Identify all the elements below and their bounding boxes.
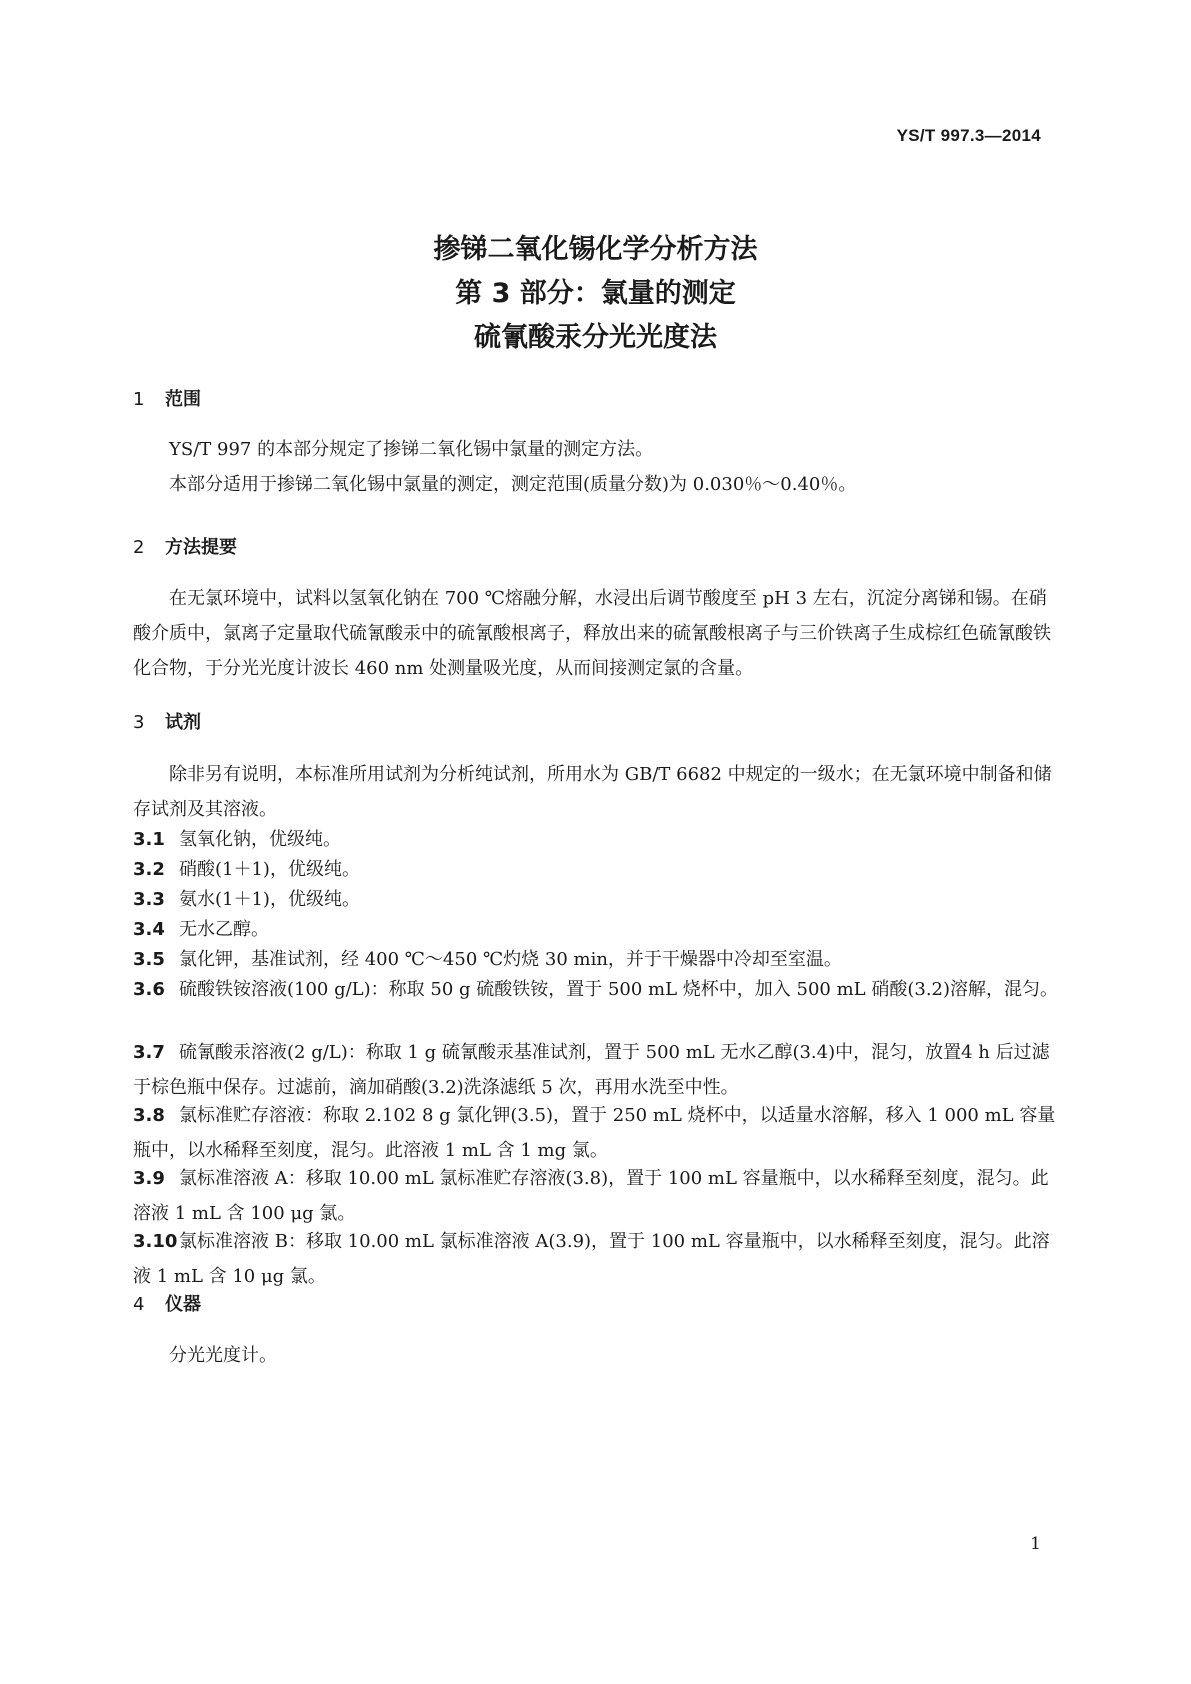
section-number: 1 bbox=[133, 389, 145, 410]
section-4-heading bbox=[133, 1290, 201, 1316]
item-number: 3.10 bbox=[133, 1231, 178, 1252]
document-title bbox=[0, 228, 1191, 360]
item-number: 3.2 bbox=[133, 859, 165, 880]
scope-paragraph-1: YS/T 997 的本部分规定了掺锑二氧化锡中氯量的测定方法。 bbox=[169, 439, 654, 460]
item-text: 氯化钾，基准试剂，经 400 ℃～450 ℃灼烧 30 min，并于干燥器中冷却至室温。 bbox=[179, 949, 842, 970]
item-text: 硫酸铁铵溶液(100 g/L)：称取 50 g 硫酸铁铵，置于 500 mL 烧杯中，加入 500 mL 硝酸(3.2)溶解，混匀。 bbox=[179, 979, 1059, 1000]
section-title: 范围 bbox=[165, 389, 201, 410]
item-text: 氯标准溶液 B：移取 10.00 mL 氯标准溶液 A(3.9)，置于 100 mL 容量瓶中，以水稀释至刻度，混匀。此溶液 1 mL 含 10 μg 氯。 bbox=[133, 1231, 1050, 1287]
section-title: 仪器 bbox=[165, 1294, 201, 1315]
section-title: 方法提要 bbox=[165, 537, 237, 558]
reagent-item bbox=[133, 972, 1058, 1007]
title-line-2: 第 3 部分：氯量的测定 bbox=[455, 278, 736, 309]
item-text: 氨水(1＋1)，优级纯。 bbox=[179, 889, 360, 910]
item-number: 3.4 bbox=[133, 919, 165, 940]
item-number: 3.8 bbox=[133, 1105, 165, 1126]
method-summary-paragraph: 在无氯环境中，试料以氢氧化钠在 700 ℃熔融分解，水浸出后调节酸度至 pH 3 左右，沉淀分离锑和锡。在硝酸介质中，氯离子定量取代硫氰酸汞中的硫氰酸根离子，释放出来的硫氰酸根离子与三价铁离子生成棕红色硫氰酸铁化合物，于分光光度计波长 460 nm 处测量吸光度，从而间接测定氯的含量。 bbox=[133, 588, 1051, 679]
title-line-1: 掺锑二氧化锡化学分析方法 bbox=[433, 234, 758, 265]
reagent-item bbox=[133, 1224, 1058, 1294]
section-1-heading bbox=[133, 385, 201, 411]
item-number: 3.3 bbox=[133, 889, 165, 910]
title-line-3: 硫氰酸汞分光光度法 bbox=[474, 322, 717, 353]
item-number: 3.1 bbox=[133, 829, 165, 850]
section-title: 试剂 bbox=[165, 712, 201, 733]
item-text: 无水乙醇。 bbox=[179, 919, 269, 940]
item-number: 3.5 bbox=[133, 949, 165, 970]
item-number: 3.9 bbox=[133, 1168, 165, 1189]
item-text: 氯标准贮存溶液：称取 2.102 8 g 氯化钾(3.5)，置于 250 mL 烧杯中，以适量水溶解，移入 1 000 mL 容量瓶中，以水稀释至刻度，混匀。此溶液 1 mL 含 1 mg 氯。 bbox=[133, 1105, 1056, 1161]
section-number: 3 bbox=[133, 712, 145, 733]
item-number: 3.7 bbox=[133, 1042, 165, 1063]
scope-paragraph-2: 本部分适用于掺锑二氧化锡中氯量的测定，测定范围(质量分数)为 0.030％～0.40％。 bbox=[169, 474, 857, 495]
reagent-item bbox=[133, 1098, 1058, 1168]
item-text: 硝酸(1＋1)，优级纯。 bbox=[179, 859, 360, 880]
item-text: 氯标准溶液 A：移取 10.00 mL 氯标准贮存溶液(3.8)，置于 100 mL 容量瓶中，以水稀释至刻度，混匀。此溶液 1 mL 含 100 μg 氯。 bbox=[133, 1168, 1049, 1224]
item-number: 3.6 bbox=[133, 979, 165, 1000]
apparatus-paragraph: 分光光度计。 bbox=[169, 1345, 277, 1366]
section-2-heading bbox=[133, 533, 237, 559]
reagents-intro-paragraph: 除非另有说明，本标准所用试剂为分析纯试剂，所用水为 GB/T 6682 中规定的一级水；在无氯环境中制备和储存试剂及其溶液。 bbox=[133, 764, 1052, 820]
item-text: 硫氰酸汞溶液(2 g/L)：称取 1 g 硫氰酸汞基准试剂，置于 500 mL 无水乙醇(3.4)中，混匀，放置4 h 后过滤于棕色瓶中保存。过滤前，滴加硝酸(3.2)洗涤滤纸 5 次，再用水洗至中性。 bbox=[133, 1042, 1050, 1098]
section-3-heading bbox=[133, 708, 201, 734]
section-number: 4 bbox=[133, 1294, 145, 1315]
section-number: 2 bbox=[133, 537, 145, 558]
page-number: 1 bbox=[1030, 1534, 1041, 1554]
reagent-item bbox=[133, 1035, 1058, 1105]
reagent-item bbox=[133, 1161, 1058, 1231]
standard-code: YS/T 997.3—2014 bbox=[896, 126, 1041, 145]
item-text: 氢氧化钠，优级纯。 bbox=[179, 829, 341, 850]
